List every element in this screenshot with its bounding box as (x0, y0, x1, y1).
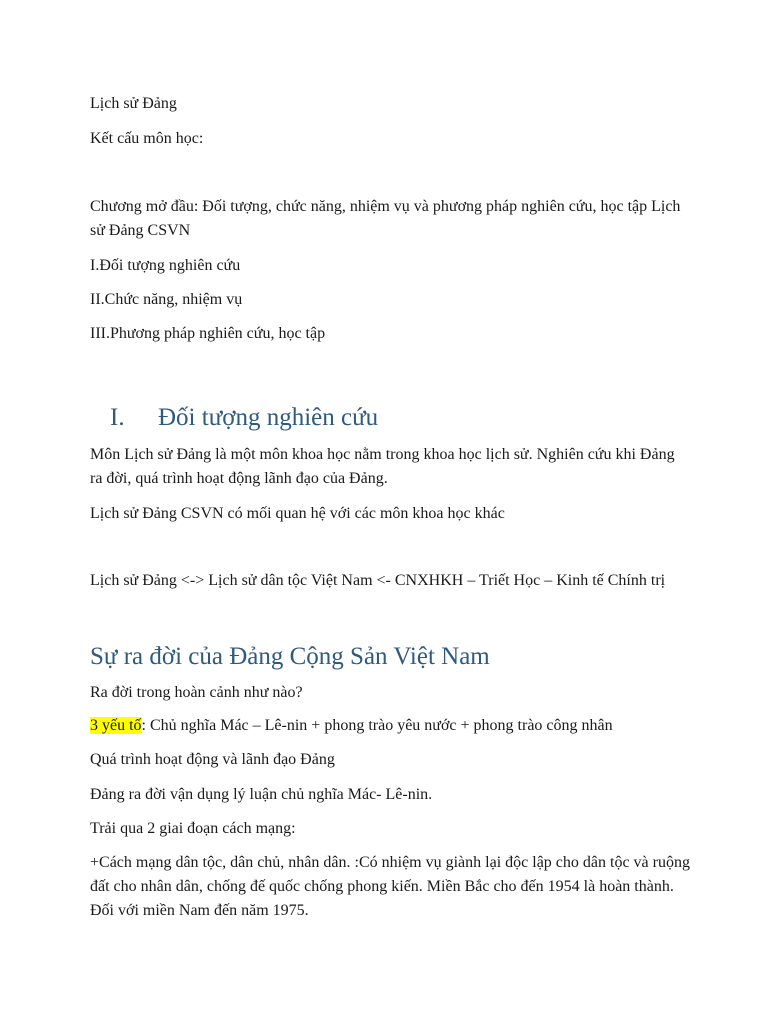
section2-stages: Trải qua 2 giai đoạn cách mạng: (90, 820, 296, 837)
section2-question: Ra đời trong hoàn cảnh như nào? (90, 684, 303, 701)
outline-item-3: III.Phương pháp nghiên cứu, học tập (90, 325, 326, 342)
section2-revolution: +Cách mạng dân tộc, dân chủ, nhân dân. :Có nhiệm vụ giành lại độc lập cho dân tộc và ruộng đất cho nhân dân, chống đế quốc chống phong kiến. Miền Bắc cho đến 1954 là hoàn thành. Đối với miền Nam đến năm 1975. (90, 854, 690, 919)
section1-number: I. (110, 404, 125, 431)
section2-apply: Đảng ra đời vận dụng lý luận chủ nghĩa Mác- Lê-nin. (90, 786, 433, 803)
intro-chapter: Chương mở đầu: Đối tượng, chức năng, nhiệm vụ và phương pháp nghiên cứu, học tập Lịch sử Đảng CSVN (90, 198, 681, 239)
factors-text: : Chủ nghĩa Mác – Lê-nin + phong trào yêu nước + phong trào công nhân (141, 717, 613, 734)
section2-factors (90, 714, 690, 738)
section1-title: Đối tượng nghiên cứu (158, 404, 379, 431)
factors-highlight: 3 yếu tố (90, 717, 142, 734)
structure-label: Kết cấu môn học: (90, 130, 204, 147)
section1-para2: Lịch sử Đảng CSVN có mối quan hệ với các môn khoa học khác (90, 505, 505, 522)
section1-para3: Lịch sử Đảng <-> Lịch sử dân tộc Việt Nam <- CNXHKH – Triết Học – Kinh tế Chính trị (90, 572, 666, 589)
section1-heading (110, 402, 378, 434)
outline-item-1: I.Đối tượng nghiên cứu (90, 257, 241, 274)
section2-process: Quá trình hoạt động và lãnh đạo Đảng (90, 751, 335, 768)
document-title: Lịch sử Đảng (90, 95, 177, 112)
section1-para1: Môn Lịch sử Đảng là một môn khoa học nằm trong khoa học lịch sử. Nghiên cứu khi Đảng ra đời, quá trình hoạt động lãnh đạo của Đảng. (90, 446, 675, 487)
outline-item-2: II.Chức năng, nhiệm vụ (90, 291, 243, 308)
section2-heading: Sự ra đời của Đảng Cộng Sản Việt Nam (90, 643, 490, 670)
